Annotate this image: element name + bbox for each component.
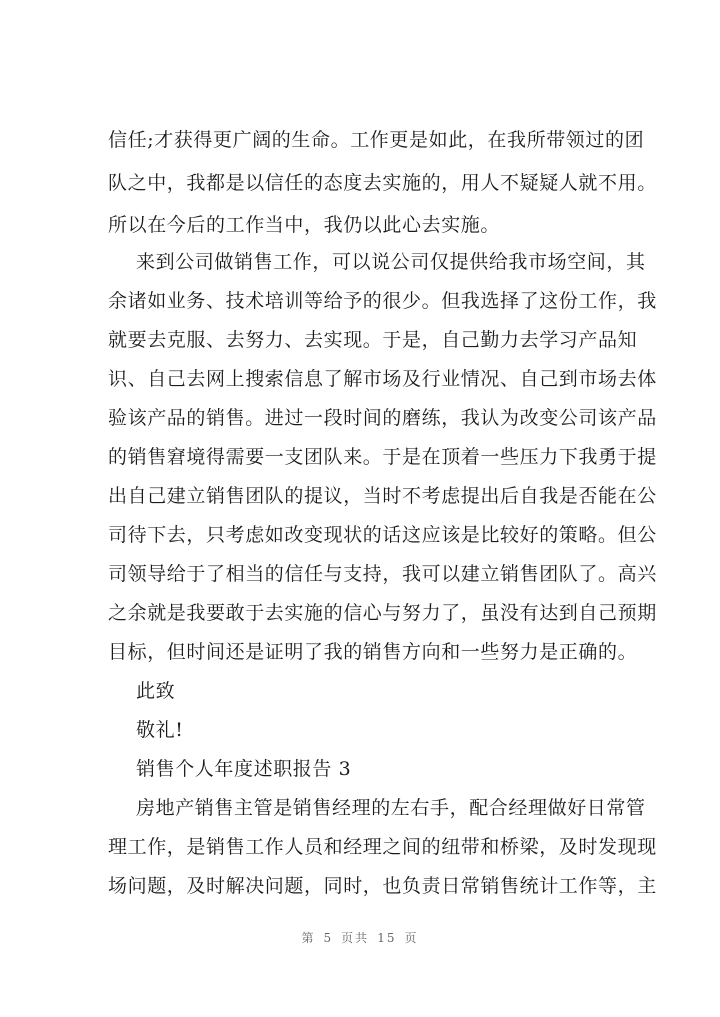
text-line: 余诸如业务、技术培训等给予的很少。但我选择了这份工作，我 <box>108 290 657 312</box>
text-line: 场问题，及时解决问题，同时，也负责日常销售统计工作等，主 <box>108 875 657 897</box>
text-line: 所以在今后的工作当中，我仍以此心去实施。 <box>108 214 501 236</box>
text-line: 识、自己去网上搜索信息了解市场及行业情况、自己到市场去体 <box>108 368 657 390</box>
text-line: 的销售窘境得需要一支团队来。于是在顶着一些压力下我勇于提 <box>108 446 657 468</box>
text-line: 出自己建立销售团队的提议，当时不考虑提出后自我是否能在公 <box>108 485 657 507</box>
text-line: 就要去克服、去努力、去实现。于是，自己勤力去学习产品知 <box>108 329 638 351</box>
text-line: 房地产销售主管是销售经理的左右手，配合经理做好日常管 <box>136 797 646 819</box>
page-label-mid: 页共 <box>341 931 370 945</box>
text-line: 司待下去，只考虑如改变现状的话这应该是比较好的策略。但公 <box>108 524 657 546</box>
page-label-suffix: 页 <box>404 931 419 945</box>
text-line: 理工作，是销售工作人员和经理之间的纽带和桥梁，及时发现现 <box>108 836 657 858</box>
closing-salutation: 此致 <box>136 680 176 702</box>
text-line: 之余就是我要敢于去实施的信心与努力了，虽没有达到自己预期 <box>108 602 657 624</box>
total-page-count: 15 <box>377 931 397 945</box>
text-line: 队之中，我都是以信任的态度去实施的，用人不疑疑人就不用。 <box>108 172 657 194</box>
text-line: 司领导给于了相当的信任与支持，我可以建立销售团队了。高兴 <box>108 563 657 585</box>
text-line: 目标，但时间还是证明了我的销售方向和一些努力是正确的。 <box>108 641 638 663</box>
text-line: 信任;才获得更广阔的生命。工作更是如此，在我所带领过的团 <box>108 129 645 151</box>
page-footer <box>0 929 720 946</box>
current-page-number: 5 <box>323 931 334 945</box>
closing-regards: 敬礼! <box>136 719 184 741</box>
text-line: 验该产品的销售。进过一段时间的磨练，我认为改变公司该产品 <box>108 407 657 429</box>
page-label-prefix: 第 <box>301 931 316 945</box>
text-line: 来到公司做销售工作，可以说公司仅提供给我市场空间，其 <box>136 251 646 273</box>
section-heading: 销售个人年度述职报告 3 <box>136 758 352 780</box>
